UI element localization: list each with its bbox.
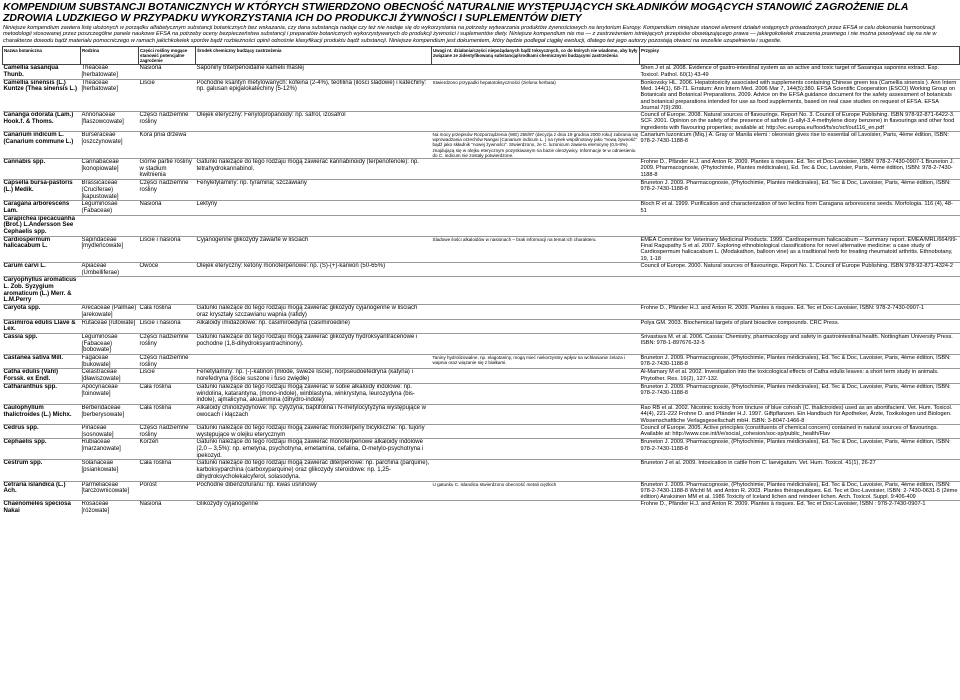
cell-family: Solanaceae [psiankowate] (81, 460, 139, 481)
cell-botanical-name: Caryophyllus aromaticus L. Zob. Syzygium aromaticum (L.) Merr. & L.M.Perry (3, 277, 81, 305)
cell-references: Bruneton J. 2009. Pharmacognosie, (Phytochimie, Plantes médicinales), Ed. Tec & Doc, Lavoisier, Paris, 4ème édition, ISBN: 978-2-7430-1188-8 (640, 180, 960, 201)
cell-references (640, 215, 960, 236)
cell-remarks (432, 383, 640, 404)
cell-references: Polya GM. 2003. Biochemical targets of plant bioactive compounds. CRC Press. (640, 319, 960, 333)
cell-references: Srivastava M. et al. 2006. Cassia: Chemistry, pharmacology and safety in gastrointestinal health. Nottingham University Press. ISBN: 978-1-897676-32-5 (640, 333, 960, 354)
table-row (3, 236, 960, 262)
cell-references: Frohne D., Pfänder H.J. and Anton R. 2009. Plantes à risques. Ed. Tec et Doc-Lavoisier, ISBN : 978-2-7430-0907-1 (640, 501, 960, 515)
cell-chemical: Olejek eteryczny: ketony monoterpenowe: np. (S)-(+)-karwon (50-65%) (196, 262, 432, 276)
cell-remarks (432, 333, 640, 354)
cell-plant-parts: Korzeń (139, 439, 196, 460)
cell-chemical: Fenetylaminy: np. (-)-katinon (młode, świeże liście), norpseudoefedryna (katyna) i norefedryna (liście suszone i fuso zwiędłe) (196, 369, 432, 383)
cell-references: Canarium luzonicum (Miq.) A. Gray or Manila elemi : oleoresin gives rise to essential oil Lavoisier, Paris, 4ème édition, ISBN: 978-2-7430-1188-8 (640, 132, 960, 159)
table-row (3, 201, 960, 215)
cell-references: Shen J et al. 2008. Evidence of gastro-intestinal system as an active and toxic target of Sasanqua saponins extract. Exp. Toxicol. Pathol. 60(1) 43-49 (640, 65, 960, 79)
cell-plant-parts: Części nadziemne rośliny (139, 180, 196, 201)
cell-remarks (432, 159, 640, 180)
cell-family: Theaceae [herbatowate] (81, 65, 139, 79)
cell-references: Frohne D., Pfänder H.J. and Anton R. 2009. Plantes à risques. Ed. Tec et Doc-Lavoisier, ISBN: 978-2-7430-0907-1 Bruneton J. 2009. Pharmacognosie, (Phytochimie, Plantes médicinales), Ed. Tec & Doc, Lavoisier, Paris, 4ème édition, ISBN: 978-2-7430-1188-8 (640, 159, 960, 180)
table-row (3, 159, 960, 180)
cell-remarks (432, 369, 640, 383)
cell-family: Apiaceae (Umbelliferae) (81, 262, 139, 276)
cell-references: Bruneton J. 2009. Pharmacognosie, (Phytochimie, Plantes médicinales), Ed. Tec & Doc, Lavoisier, Paris, 4ème édition, ISBN: 978-2-7430-1188-8 (640, 383, 960, 404)
cell-botanical-name: Caryota spp. (3, 305, 81, 319)
cell-botanical-name: Camellia sasanqua Thunb. (3, 65, 81, 79)
cell-chemical: Cyjanogenne glikozydy zawarte w liściach (196, 236, 432, 262)
table-row (3, 424, 960, 438)
cell-family: Parmeliaceae [tarczownicowate] (81, 481, 139, 501)
cell-references: Bruneton J et al. 2009. Intoxication in cattle from C. laevigatum. Vet. Hum. Toxicol. 41(1), 26-27 (640, 460, 960, 481)
cell-botanical-name: Catha edulis (Vahl) Forssk. ex Endl. (3, 369, 81, 383)
compendium-table (2, 46, 960, 515)
table-row (3, 333, 960, 354)
table-row (3, 481, 960, 501)
cell-family (81, 215, 139, 236)
cell-references (640, 277, 960, 305)
table-row (3, 405, 960, 425)
cell-family: Cannabaceae [konopiowate] (81, 159, 139, 180)
cell-botanical-name: Castanea sativa Mill. (3, 355, 81, 369)
cell-chemical (196, 355, 432, 369)
cell-plant-parts (139, 215, 196, 236)
table-row (3, 180, 960, 201)
cell-references: Bruneton J. 2009. Pharmacognosie, (Phytochimie, Plantes médicinales), Ed. Tec & Doc, Lavoisier, Paris, 4ème édition, ISBN: 978-2-7430-1188-8 (640, 355, 960, 369)
cell-remarks: Na mocy przepisów Rozporządzenia (WE) 258/97 (decyzja z dnia 19 grudnia 2000 roku) zabrania się wprowadzania orzechów Nangai (Canarium indicum L. ) na rynek wspólnotowy jako "nową żywność" bądź jako składnik "nowej żywności". Stwierdzono, że C. luzonicum zawiera elemicynę (0,5-8%) znajdującą się w olejku eterycznym pozyskiwanym na bazie oleożywicy. Informacje te w odniesieniu do C. indicum nie zostały potwierdzone. (432, 132, 639, 158)
cell-chemical: Gatunki należące do tego rodzaju mogą zawierać kannabinoidy (terpenofenole): np. tetrahydrokannabinol. (196, 159, 432, 180)
cell-family: Leguminosae (Fabaceae) (81, 201, 139, 215)
cell-botanical-name: Carapichea ipecacuanha (Brot.) L.Andersson See Cephaelis spp. (3, 215, 81, 236)
header-remarks: Uwagi nt. działania/części niepożądanych bądź toksycznych, co do których nie wiadomo, aby były związane ze zidentyfikowaną substancją/środkami chemicznymi budzącymi zastrzeżenia (432, 47, 640, 65)
cell-remarks (432, 319, 640, 333)
cell-remarks (432, 277, 640, 305)
cell-remarks (432, 424, 640, 438)
cell-remarks (432, 460, 640, 481)
table-row (3, 132, 960, 159)
header-family: Rodzina (81, 47, 139, 65)
cell-remarks (432, 305, 640, 319)
cell-family: Brassicaceae (Cruciferae) [kapustowate] (81, 180, 139, 201)
table-row (3, 460, 960, 481)
cell-botanical-name: Cedrus spp. (3, 424, 81, 438)
cell-family: Celastraceae [dławiszowate] (81, 369, 139, 383)
table-row (3, 262, 960, 276)
cell-references: Council of Europe. 2005. Active principles (constituents of chemical concern) contained in natural sources of flavourings. Available at: http://www.coe.int/t/e/social_cohesion/soc-sp/public_health/Flav (640, 424, 960, 438)
cell-plant-parts: Porost (139, 481, 196, 501)
document-intro: Niniejsze kompendium zawiera listę ułożonych w porządku alfabetycznym substancji botanicznych bez wskazania, czy dana substancja nadaje czy też nie nadaje się do wykorzystania na potrzeby wytwarzania produktów żywnościowych na terytorium Europy. Kompendium niniejsze stanowi element działań wstępnych prowadzonych przez EFSA w celu dokonania harmonizacji metodologii stosowanej przez poszczególne panele naukowe EFSA na potrzeby oceny bezpieczeństwa substancji i preparatów botanicznych wykorzystywanych do produkcji żywności i suplementów diety. Niniejsze kompendium nie ma — z zastrzeżeniem istniejących przepisów obowiązującego prawa — jakiegokolwiek znaczenia prawnego i nie można powoływać się na nie w charakterze dowodu bądź materiału pomocniczego w ramach jakichkolwiek sporów bądź rozbieżności opinii odnośnie klasyfikacji produktu bądź substancji. Niniejsze kompendium jest dokumentem, który będzie podlegał ciągłej ewolucji, dlatego też jego autorzy pozostają otwarci na wszelkie uzupełnienia i sugestie. (3, 25, 937, 44)
table-row (3, 439, 960, 460)
cell-botanical-name: Cestrum spp. (3, 460, 81, 481)
cell-botanical-name: Chaenomeles speciosa Nakai (3, 501, 81, 515)
cell-references: Council of Europe. 2008. Natural sources of flavourings. Report No. 3. Council of Europe Publishing. ISBN 978-92-871-6422-3. SCF. 2001. Opinion on the safety of the presence of safrole (1-allyl-3,4-methylene dioxy benzene) in flavourings and other food ingredients with flavouring properties; available at: http://ec.europa.eu/food/fs/sc/scf/out116_en.pdf (640, 112, 960, 132)
cell-plant-parts: Części nadziemne rośliny (139, 112, 196, 132)
cell-remarks (432, 215, 640, 236)
cell-botanical-name: Camellia sinensis (L.) Kuntze (Thea sinensis L.) (3, 79, 81, 111)
cell-remarks: Taniny hydrolizowalne, np. elagotaniny, mogą mieć niekorzystny wpływ na wchłanianie żelaza i wapnia oraz wiązanie się z białkami. (432, 355, 640, 369)
cell-chemical: Gatunki należące do tego rodzaju mogą zawierać monoterpenowe alkaloidy indolowe (2,0 – 3,5%): np. emetyna, psychotryna, emetamina, cefalina, O-metylo-psychotryna i ipekozyd. (196, 439, 432, 460)
cell-family: Rubiaceae [marzanowate] (81, 439, 139, 460)
cell-family: Pinaceae [sosnowate] (81, 424, 139, 438)
cell-chemical: Gatunki należące do tego rodzaju mogą zawierać diterpenowe: np. parchina (parquine), karboksyparchina (carboxyparquine) oraz glikozydy steroidowe: np. 1,25-dihydroksycholekalcyferol, solasodyna. (196, 460, 432, 481)
cell-remarks: U gatunku C. islandica stwierdzono obecność metali ciężkich (432, 481, 640, 501)
cell-botanical-name: Cannabis spp. (3, 159, 81, 180)
table-header-row (3, 47, 960, 65)
cell-plant-parts: Górne partie rośliny w stadium kwitnienia (139, 159, 196, 180)
header-botanical-name: Nazwa botaniczna (3, 47, 81, 65)
cell-chemical (196, 132, 432, 159)
cell-family (81, 277, 139, 305)
cell-references: Bonkovsky HL. 2006. Hepatotoxicity associated with supplements containing Chinese green tea (Camellia sinensis ). Ann Intern Med. 144(1), 68-71. Erratum: Ann Intern Med. 2006 Mar 7, 144(5):380. EFSA Scientific Cooperation (ESCO) Working Group on Botanicals and Botanical Preparations. 2009. Advice on the EFSA guidance document for the safety assessment of botanicals and botanical preparations intended for use as food supplements, based on real case studies on request of EFSA. EFSA Journal 7(9):280. (640, 79, 960, 111)
cell-family: Berberidaceae [berberysowate] (81, 405, 139, 425)
cell-chemical: Gatunki należące do tego rodzaju mogą zawierać glikozydy cyjanogenne w liściach oraz kryształy szczawianu wapnia (rafidy) (196, 305, 432, 319)
table-body (3, 65, 960, 515)
cell-plant-parts: Części nadziemne rośliny (139, 333, 196, 354)
cell-chemical (196, 277, 432, 305)
cell-family: Arecaceae (Palmae) [arekowate] (81, 305, 139, 319)
header-plant-parts: Części rośliny mogące stanowić potencjalne zagrożenie (139, 47, 196, 65)
cell-chemical: Gatunki należące do tego rodzaju mogą zawierać monoterpeny bicykliczne: np. tujony występujące w olejku eterycznym (196, 424, 432, 438)
cell-chemical: Gatunki należące do tego rodzaju mogą zawierać glikozydy hydroksyantracenowe i pochodne (1,8-dihydroksyantrachinony). (196, 333, 432, 354)
cell-family: Leguminosae (Fabaceae) [bobowate] (81, 333, 139, 354)
cell-remarks (432, 201, 640, 215)
cell-family: Burseraceae [oszczynowate] (81, 132, 139, 159)
cell-chemical: Alkaloidy imidazolowe: np. casimiroedyna (casimiroedine) (196, 319, 432, 333)
cell-botanical-name: Caragana arborescens Lam. (3, 201, 81, 215)
cell-family: Fagaceae [bukowate] (81, 355, 139, 369)
header-chemical: Środek chemiczny budzący zastrzeżenia (196, 47, 432, 65)
cell-family: Sapindaceae [mydleńcowate] (81, 236, 139, 262)
table-row (3, 215, 960, 236)
cell-family: Apocynaceae [toinowate] (81, 383, 139, 404)
cell-plant-parts: Cała roślina (139, 405, 196, 425)
cell-botanical-name: Cananga odorata (Lam.) Hook.f. & Thoms. (3, 112, 81, 132)
cell-botanical-name: Cephaelis spp. (3, 439, 81, 460)
cell-chemical: Glikozydy cyjanogenne (196, 501, 432, 515)
header-references: Przypisy (640, 47, 960, 65)
cell-remarks (432, 112, 640, 132)
cell-plant-parts: Liście (139, 79, 196, 111)
cell-remarks: Śladowe ilości alkaloidów w nasionach – brak informacji na temat ich charakteru. (432, 236, 640, 262)
cell-plant-parts: Cała roślina (139, 305, 196, 319)
table-row (3, 79, 960, 111)
cell-plant-parts: Nasiona (139, 501, 196, 515)
cell-references: Rao RB et al. 2002. Nicotinic toxicity from tincture of blue cohosh (C. thalictroides) used as an abortifacient. Vet. Hum. Toxicol. 44(4), 221-222 Frohne D. and Pfänder H.J. 1997. Giftpflanzen. Ein Handbuch für Apotheker, Ärzte, Toxikologen und Biologen. Wissenschaftliche Verlagsgesellschaft mbH. ISBN: 3-8047-1466-8 (640, 405, 960, 425)
cell-references: Frohne D., Pfänder H.J. and Anton R. 2009. Plantes à risques. Ed. Tec et Doc-Lavoisier, ISBN: 978-2-7430-0907-1 (640, 305, 960, 319)
cell-family: Annonaceae [flaszowcowate] (81, 112, 139, 132)
cell-botanical-name: Catharanthus spp. (3, 383, 81, 404)
cell-remarks (432, 501, 640, 515)
cell-botanical-name: Cassia spp. (3, 333, 81, 354)
cell-chemical: Pochodne ksantyn metylowanych: kofeina (2-4%), teofilina (ilości śladowe) i katechiny: np. galusan epigalokatechiny (5-12%) (196, 79, 432, 111)
table-row (3, 65, 960, 79)
table-row (3, 369, 960, 383)
cell-chemical (196, 215, 432, 236)
cell-plant-parts: Nasiona (139, 201, 196, 215)
cell-botanical-name: Cetraria islandica (L.) Ach. (3, 481, 81, 501)
table-row (3, 319, 960, 333)
cell-chemical: Saponiny triterpenoidalne kamelii maślej (196, 65, 432, 79)
cell-botanical-name: Cardiospermum halicacabum L. (3, 236, 81, 262)
cell-plant-parts: Kora pnia drzewa (139, 132, 196, 159)
cell-plant-parts: Liście (139, 369, 196, 383)
cell-family: Rutaceae [rutowate] (81, 319, 139, 333)
cell-chemical: Alkaloidy chinolizydynowe: np. cytyzyna, baptifolina i N-metylocytyzyna występujące w owocach i kłączach (196, 405, 432, 425)
cell-botanical-name: Casimiroa edulis Llave & Lex. (3, 319, 81, 333)
document-title: KOMPENDIUM SUBSTANCJI BOTANICZNYCH W KTÓRYCH STWIERDZONO OBECNOŚĆ NATURALNIE WYSTĘPUJĄCYCH SKŁADNIKÓW MOGĄCYCH STANOWIĆ ZAGROŻENIE DLA ZDROWIA LUDZKIEGO W PRZYPADKU WYKORZYSTANIA ICH DO PRODUKCJI ŻYWNOŚCI I SUPLEMENTÓW DIETY (3, 1, 909, 24)
cell-plant-parts: Liście i nasiona (139, 319, 196, 333)
cell-botanical-name: Caulophyllum thalictroides (L.) Michx. (3, 405, 81, 425)
cell-references: Bruneton J. 2009. Pharmacognosie, (Phytochimie, Plantes médicinales), Ed. Tec & Doc, Lavoisier, Paris, 4ème édition, ISBN: 978-2-7430-1188-8 (640, 439, 960, 460)
table-row (3, 305, 960, 319)
cell-remarks (432, 439, 640, 460)
cell-plant-parts: Owoce (139, 262, 196, 276)
cell-chemical: Lektyny (196, 201, 432, 215)
cell-references: Al-Mamary M et al. 2002. Investigation into the toxicological effects of Catha edulis leaves: a short term study in animals. Phytother. Res. 16(2), 127-132. (640, 369, 960, 383)
cell-chemical: Pochodne dibenzofuranu: np. kwas usninowy (196, 481, 432, 501)
cell-remarks (432, 180, 640, 201)
cell-plant-parts: Cała roślina (139, 460, 196, 481)
cell-botanical-name: Canarium indicum L. (Canarium commune L.) (3, 132, 81, 159)
cell-references: Council of Europe. 2000. Natural sources of flavourings. Report No. 1. Council of Europe Publishing. ISBN 978-92-871-4324-2 (640, 262, 960, 276)
cell-plant-parts (139, 277, 196, 305)
cell-botanical-name: Carum carvi L. (3, 262, 81, 276)
cell-botanical-name: Capsella bursa-pastoris (L.) Medik. (3, 180, 81, 201)
cell-references: Bruneton J. 2009. Pharmacognosie, (Phytochimie, Plantes médicinales), Ed. Tec & Doc, Lavoisier, Paris, 4ème édition, ISBN: 978-2-7430-1188-8 Wichtl M. and Anton R. 2003. Plantes thérapeutiques. Ed. Tec et Doc-Lavoisier, ISBN: 2-7430-0631-5 (2ème édition) Airaksinen MM et al. 1986 Toxicity of Iceland lichen and reindeer lichen. Arch. Toxicol. Suppl. 9:406-409 (640, 481, 960, 501)
cell-remarks: Stwierdzono przypadki hepatotoksyczności (zielona herbata) (432, 79, 640, 111)
cell-plant-parts: Nasiona (139, 65, 196, 79)
cell-remarks (432, 65, 640, 79)
cell-plant-parts: Części nadziemne rośliny (139, 424, 196, 438)
cell-remarks (432, 262, 640, 276)
cell-family: Theaceae [herbatowate] (81, 79, 139, 111)
cell-references: Bloch R et al. 1999. Purification and characterization of two lectins from Caragana arborescens seeds. Morfologia. 116 (4), 48-51 (640, 201, 960, 215)
cell-chemical: Olejek eteryczny: Fenylopropanoidy: np. safrol, izosafrol (196, 112, 432, 132)
cell-family: Rosaceae [różowate] (81, 501, 139, 515)
cell-chemical: Gatunki należące do tego rodzaju mogą zawierać w sobie alkaloidy indolowe: np. windolina, katarantyna, (mono-indole), winblastyna, winkrystyna, leurozydyna (bis-indole), ajmalicyna, akuammina (dihydro-indole) (196, 383, 432, 404)
cell-references: EMEA Commitee for Veterinary Medicinal Products. 1999. Cardiospermum halicacabum – Summary report. EMEA/MRL/664/99-Final Ragupathy S et al. 2007. Exploring ethnobiological classifications for novel alternative medicine: a case study of Cardiospermum halicacabum L. (Modakathon, balloon vine) as a traditional herb for treating rheumatoid arthritis. Ethnobotany, 19, 1-18 (640, 236, 960, 262)
table-row (3, 501, 960, 515)
table-row (3, 383, 960, 404)
cell-chemical: Fenyletylaminy: np. tyramina; szczawiany (196, 180, 432, 201)
table-row (3, 277, 960, 305)
table-row (3, 355, 960, 369)
cell-plant-parts: Części nadziemne rośliny (139, 355, 196, 369)
cell-plant-parts: Cała roślina (139, 383, 196, 404)
cell-plant-parts: Liście i nasiona (139, 236, 196, 262)
cell-remarks (432, 405, 640, 425)
table-row (3, 112, 960, 132)
